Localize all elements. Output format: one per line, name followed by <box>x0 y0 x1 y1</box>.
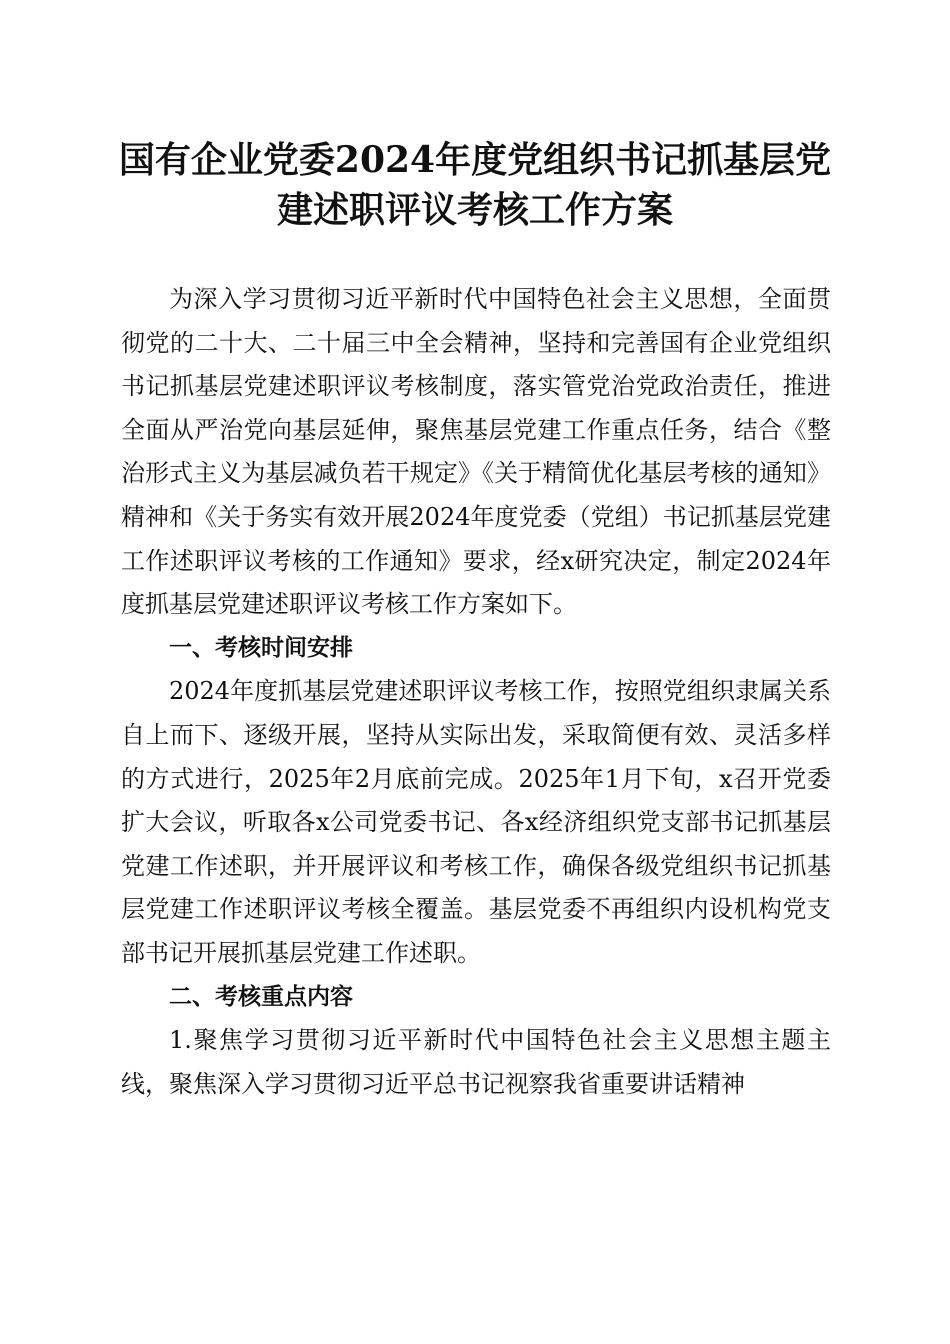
intro-paragraph: 为深入学习贯彻习近平新时代中国特色社会主义思想，全面贯彻党的二十大、二十届三中全会精神，坚持和完善国有企业党组织书记抓基层党建述职评议考核制度，落实管党治党政治责任，推进全面从严治党向基层延伸，聚焦基层党建工作重点任务，结合《整治形式主义为基层减负若干规定》《关于精简优化基层考核的通知》精神和《关于务实有效开展2024年度党委（党组）书记抓基层党建工作述职评议考核的工作通知》要求，经x研究决定，制定2024年度抓基层党建述职评议考核工作方案如下。 <box>121 285 831 619</box>
document-body <box>121 278 831 1106</box>
document-title-line-1: 国有企业党委2024年度党组织书记抓基层党 <box>118 139 832 181</box>
document-title-line-2: 建述职评议考核工作方案 <box>276 189 673 231</box>
section-heading-content: 二、考核重点内容 <box>169 983 353 1010</box>
content-item-1: 1.聚焦学习贯彻习近平新时代中国特色社会主义思想主题主线，聚焦深入学习贯彻习近平总书记视察我省重要讲话精神 <box>121 1026 831 1098</box>
section-heading-schedule: 一、考核时间安排 <box>169 634 353 661</box>
schedule-paragraph: 2024年度抓基层党建述职评议考核工作，按照党组织隶属关系自上而下、逐级开展，坚持从实际出发，采取简便有效、灵活多样的方式进行，2025年2月底前完成。2025年1月下旬，x召开党委扩大会议，听取各x公司党委书记、各x经济组织党支部书记抓基层党建工作述职，并开展评议和考核工作，确保各级党组织书记抓基层党建工作述职评议考核全覆盖。基层党委不再组织内设机构党支部书记开展抓基层党建工作述职。 <box>121 677 831 967</box>
